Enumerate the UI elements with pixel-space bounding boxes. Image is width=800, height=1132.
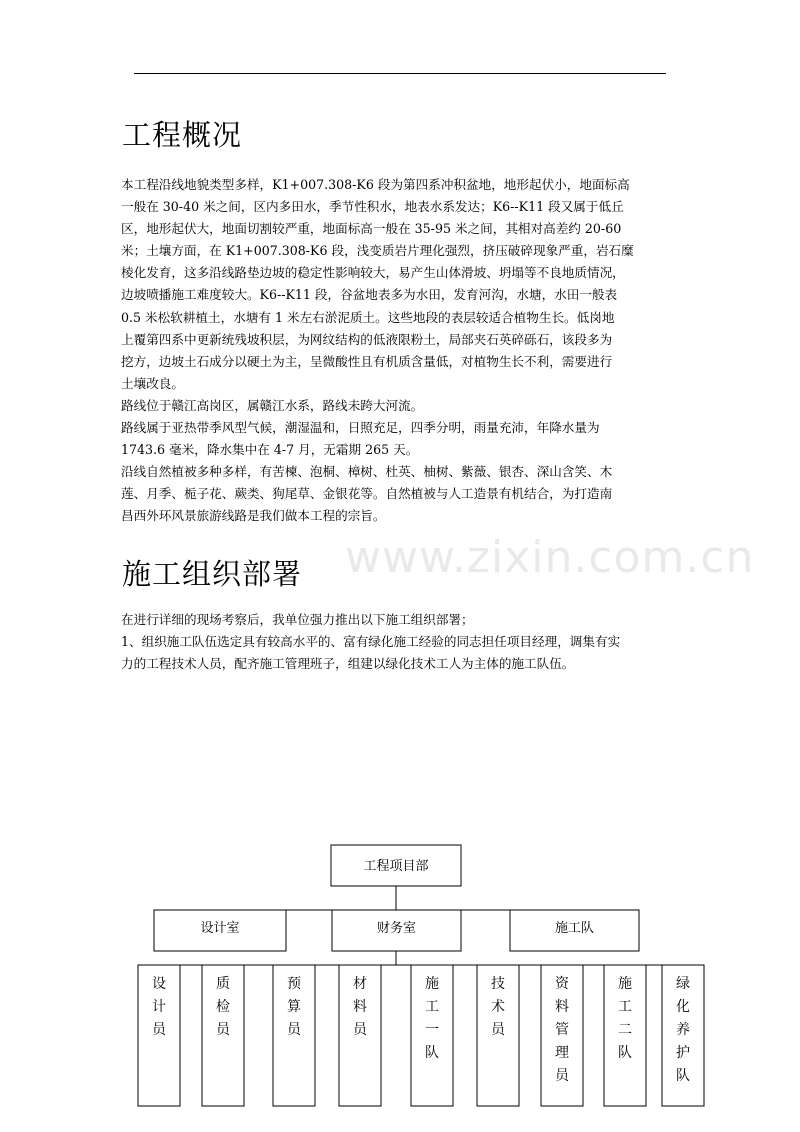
overview-line: 莲、月季、栀子花、蕨类、狗尾草、金银花等。自然植被与人工造景有机结合，为打造南: [121, 486, 613, 502]
org-label-level3-char: 队: [676, 1068, 690, 1084]
overview-line: 昌西外环风景旅游线路是我们做本工程的宗旨。: [121, 508, 386, 524]
org-label-level3-char: 护: [676, 1045, 690, 1061]
org-label-level3-char: 队: [618, 1045, 632, 1061]
org-label-level3-char: 养: [676, 1022, 690, 1038]
overview-line: 路线属于亚热带季风型气候，潮湿温和，日照充足，四季分明，雨量充沛，年降水量为: [121, 420, 600, 436]
org-label-level3-char: 检: [216, 999, 230, 1015]
org-label-level3-char: 员: [152, 1022, 166, 1038]
org-label-level3-char: 资: [555, 976, 569, 992]
section-title-deployment: 施工组织部署: [122, 557, 303, 591]
org-label-level3-char: 队: [425, 1045, 439, 1061]
org-label-level3-char: 材: [353, 976, 367, 992]
watermark: www.zixin.com.cn: [345, 532, 755, 583]
deployment-line: 1、组织施工队伍选定具有较高水平的、富有绿化施工经验的同志担任项目经理，调集有实: [121, 634, 621, 650]
org-label-level3-char: 管: [555, 1022, 569, 1038]
overview-line: 土壤改良。: [121, 375, 184, 391]
org-label-level3-char: 计: [152, 999, 166, 1015]
overview-line: 边坡喷播施工难度较大。K6--K11 段，谷盆地表多为水田，发育河沟，水塘，水田一般表: [121, 287, 618, 303]
org-label-level2: 设计室: [200, 921, 240, 936]
overview-line: 0.5 米松软耕植土，水塘有 1 米左右淤泥质土。这些地段的表层较适合植物生长。低岗地: [121, 309, 615, 325]
overview-line: 棱化发育，这多沿线路垫边坡的稳定性影响较大，易产生山体滑坡、坍塌等不良地质情况，: [121, 265, 625, 281]
org-label-level3-char: 一: [425, 1022, 439, 1038]
overview-line: 米；土壤方面，在 K1+007.308-K6 段，浅变质岩片理化强烈，挤压破碎现象严重，岩石糜: [121, 243, 634, 259]
org-label-level3-char: 二: [618, 1022, 632, 1038]
overview-line: 区，地形起伏大，地面切割较严重，地面标高一般在 35-95 米之间，其相对高差约 20-60: [121, 221, 622, 237]
org-label-level3-char: 员: [353, 1022, 367, 1038]
org-label-level3-char: 质: [216, 976, 230, 992]
section-title-overview: 工程概况: [122, 118, 243, 152]
org-label-level3-char: 理: [555, 1045, 569, 1061]
overview-line: 挖方，边坡土石成分以硬土为主，呈微酸性且有机质含量低，对植物生长不利，需要进行: [121, 353, 613, 369]
org-label-level3-char: 员: [491, 1022, 505, 1038]
org-label-level3-char: 施: [425, 976, 439, 992]
overview-line: 上覆第四系中更新统残坡积层，为网纹结构的低液限粉土，局部夹石英碎砾石，该段多为: [121, 331, 613, 347]
org-label-level3-char: 工: [425, 999, 439, 1015]
overview-line: 本工程沿线地貌类型多样，K1+007.308-K6 段为第四系冲积盆地，地形起伏小，地面标高: [121, 177, 630, 192]
overview-line: 路线位于赣江高岗区，属赣江水系，路线未跨大河流。: [121, 397, 424, 413]
org-label-level3-char: 技: [491, 976, 505, 992]
org-label-level3-char: 化: [676, 999, 690, 1015]
org-label-level3-char: 员: [555, 1068, 569, 1084]
org-label-level3-char: 施: [618, 976, 632, 992]
org-label-level3-char: 预: [287, 976, 301, 992]
org-label-level3-char: 绿: [676, 976, 690, 992]
org-label-level3-char: 料: [353, 999, 367, 1015]
org-label-level3-char: 员: [287, 1022, 301, 1038]
deployment-line: 在进行详细的现场考察后，我单位强力推出以下施工组织部署；: [121, 612, 474, 627]
org-label-root: 工程项目部: [363, 859, 429, 874]
org-label-level3-char: 工: [618, 999, 632, 1015]
overview-line: 一般在 30-40 米之间，区内多田水，季节性积水，地表水系发达；K6--K11 段又属于低丘: [121, 199, 624, 215]
org-label-level2: 财务室: [376, 921, 417, 936]
org-label-level3-char: 算: [287, 999, 301, 1015]
overview-line: 沿线自然植被多种多样，有苦楝、泡桐、樟树、杜英、柚树、紫薇、银杏、深山含笑、木: [121, 464, 613, 480]
org-label-level3-char: 员: [216, 1022, 230, 1038]
org-label-level3-char: 料: [555, 999, 569, 1015]
org-label-level2: 施工队: [554, 921, 595, 936]
org-label-level3-char: 设: [152, 976, 166, 992]
org-label-level3-char: 术: [491, 999, 505, 1015]
deployment-line: 力的工程技术人员，配齐施工管理班子，组建以绿化技术工人为主体的施工队伍。: [121, 656, 575, 672]
overview-line: 1743.6 毫米，降水集中在 4-7 月，无霜期 265 天。: [121, 442, 419, 458]
